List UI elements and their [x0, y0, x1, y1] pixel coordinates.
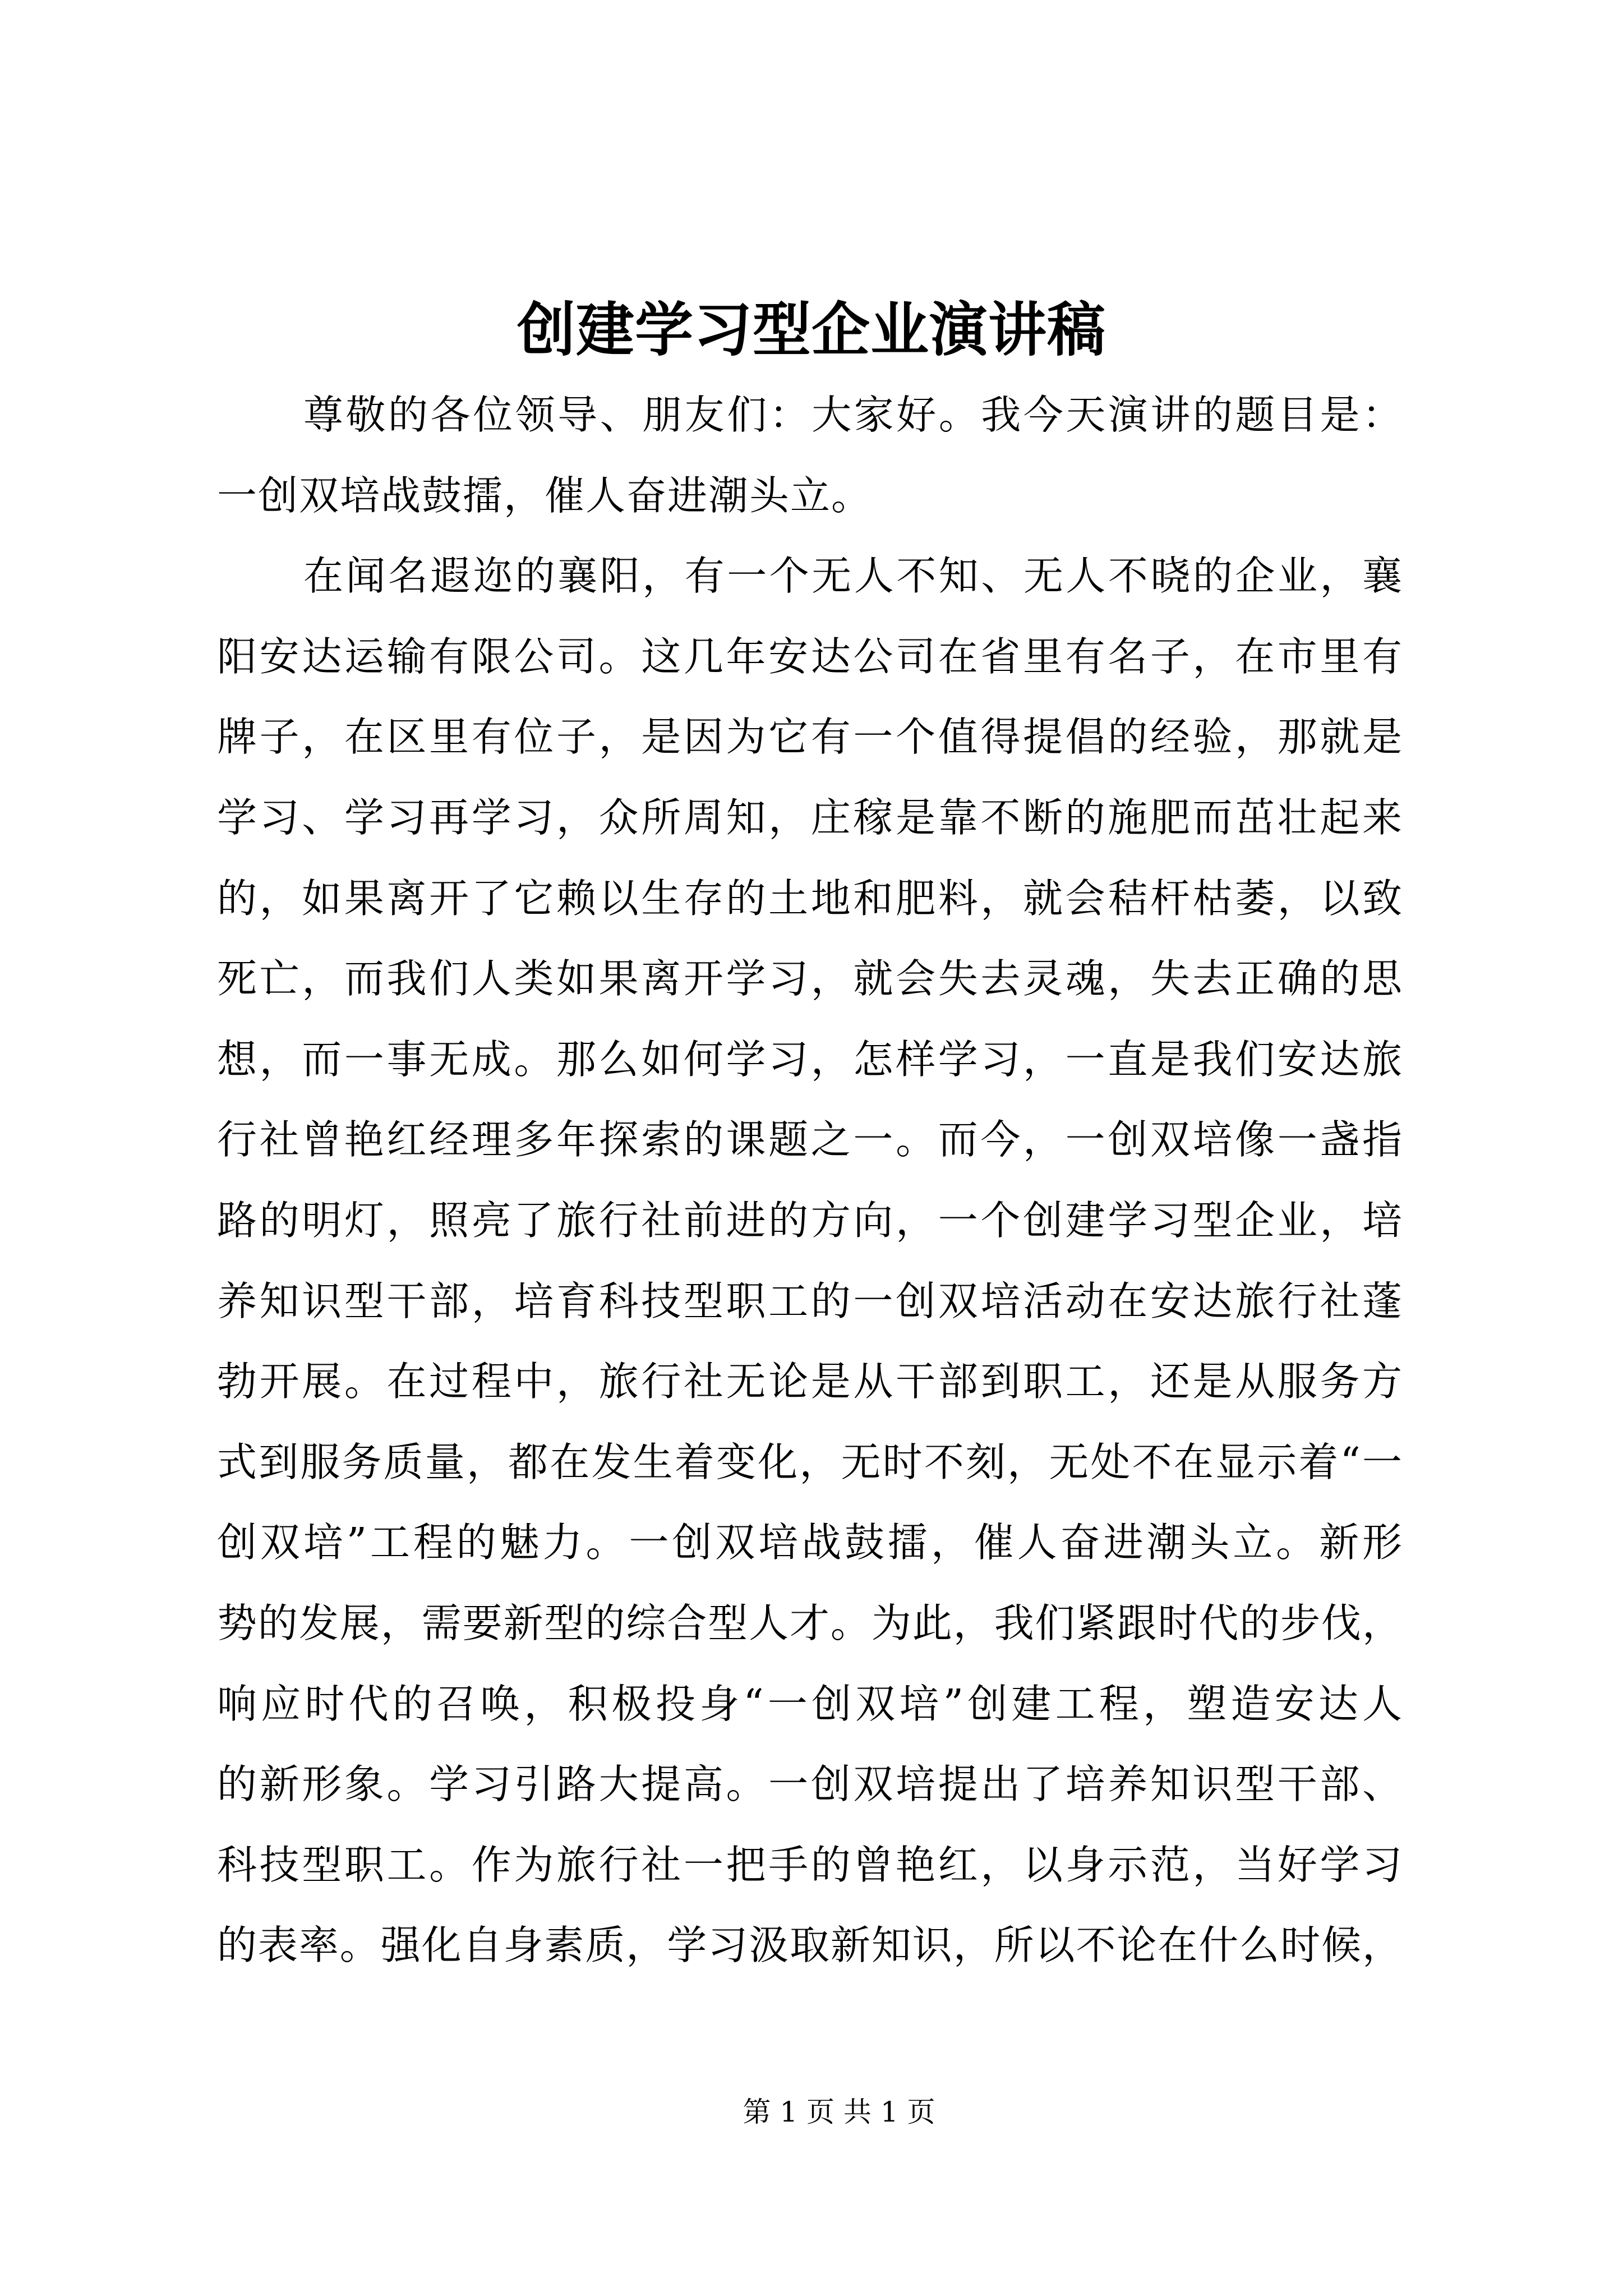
text-line: 科技型职工。作为旅行社一把手的曾艳红，以身示范，当好学习 — [217, 1841, 1402, 1888]
text-line: 一创双培战鼓擂，催人奋进潮头立。 — [217, 472, 873, 519]
text-line: 养知识型干部，培育科技型职工的一创双培活动在安达旅行社蓬 — [217, 1277, 1402, 1324]
text-line: 势的发展，需要新型的综合型人才。为此，我们紧跟时代的步伐， — [217, 1599, 1402, 1646]
text-line: 尊敬的各位领导、朋友们：大家好。我今天演讲的题目是： — [303, 392, 1402, 438]
text-line: 在闻名遐迩的襄阳，有一个无人不知、无人不晓的企业，襄 — [303, 553, 1402, 600]
text-line: 牌子，在区里有位子，是因为它有一个值得提倡的经验，那就是 — [217, 714, 1402, 761]
text-line: 的新形象。学习引路大提高。一创双培提出了培养知识型干部、 — [217, 1761, 1402, 1808]
document-body — [217, 375, 1402, 1986]
text-line: 阳安达运输有限公司。这几年安达公司在省里有名子，在市里有 — [217, 633, 1402, 680]
text-line: 学习、学习再学习，众所周知，庄稼是靠不断的施肥而茁壮起来 — [217, 794, 1402, 841]
page-number-footer: 第 1 页 共 1 页 — [743, 2096, 935, 2128]
document-title: 创建学习型企业演讲稿 — [517, 296, 1106, 364]
text-line: 的，如果离开了它赖以生存的土地和肥料，就会秸杆枯萎，以致 — [217, 875, 1402, 922]
text-line: 死亡，而我们人类如果离开学习，就会失去灵魂，失去正确的思 — [217, 955, 1402, 1002]
text-line: 行社曾艳红经理多年探索的课题之一。而今，一创双培像一盏指 — [217, 1116, 1402, 1163]
text-line: 响应时代的召唤，积极投身“一创双培”创建工程，塑造安达人 — [217, 1680, 1402, 1727]
text-line: 式到服务质量，都在发生着变化，无时不刻，无处不在显示着“一 — [217, 1438, 1402, 1485]
text-line: 的表率。强化自身素质，学习汲取新知识，所以不论在什么时候， — [217, 1922, 1402, 1969]
text-line: 创双培”工程的魅力。一创双培战鼓擂，催人奋进潮头立。新形 — [217, 1519, 1402, 1566]
paragraph-greeting — [217, 375, 1402, 536]
text-line: 路的明灯，照亮了旅行社前进的方向，一个创建学习型企业，培 — [217, 1197, 1402, 1244]
text-line: 想，而一事无成。那么如何学习，怎样学习，一直是我们安达旅 — [217, 1036, 1402, 1083]
text-line: 勃开展。在过程中，旅行社无论是从干部到职工，还是从服务方 — [217, 1358, 1402, 1405]
paragraph-main — [217, 536, 1402, 1986]
